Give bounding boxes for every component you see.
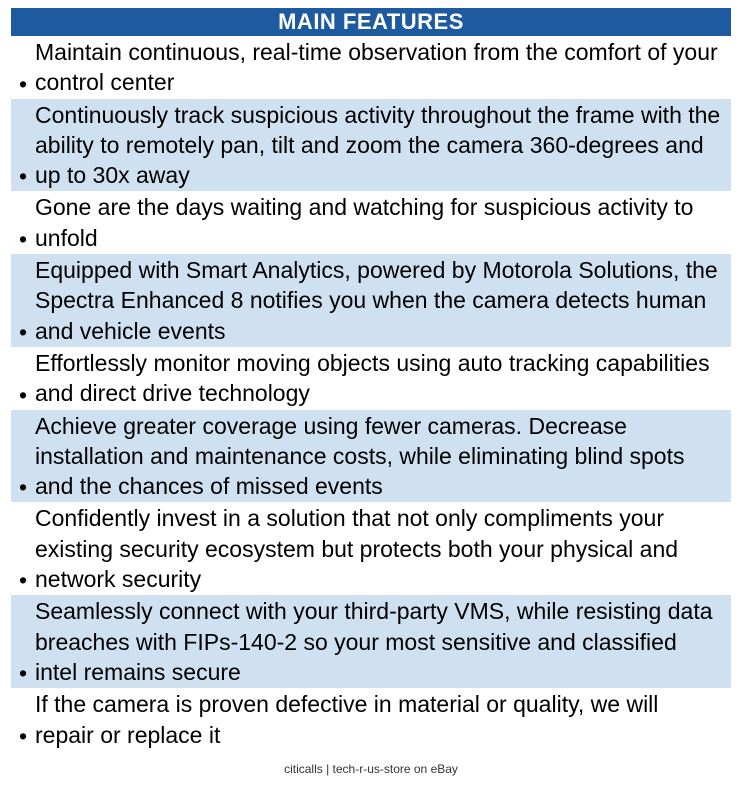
feature-text: Seamlessly connect with your third-party VMS, while resisting data breaches with FIPs-140-2 so your most sensitive and classified intel remains secure [35,598,713,685]
bullet-icon: • [18,70,28,97]
bullet-icon: • [18,381,28,408]
feature-text: Gone are the days waiting and watching for suspicious activity to unfold [35,194,694,251]
bullet-icon: • [18,660,28,687]
feature-row [11,688,731,751]
feature-text: Continuously track suspicious activity throughout the frame with the ability to remotely pan, tilt and zoom the camera 360-degrees and up to 30x away [35,101,721,189]
feature-text: Maintain continuous, real-time observation from the comfort of your control center [35,39,718,96]
bullet-icon: • [18,474,28,501]
feature-row [11,36,731,99]
feature-row [11,502,731,595]
bullet-icon: • [18,722,28,749]
feature-row [11,191,731,254]
bullet-icon: • [18,163,28,190]
feature-row [11,410,731,503]
feature-row [11,99,731,192]
store-footer: citicalls | tech-r-us-store on eBay [284,762,458,776]
features-table [11,8,731,751]
bullet-icon: • [18,226,28,253]
feature-text: Achieve greater coverage using fewer cameras. Decrease installation and maintenance costs, while eliminating blind spots and the chances of missed events [35,412,685,500]
feature-text: Confidently invest in a solution that not only compliments your existing security ecosystem but protects both your physical and network security [35,505,679,593]
main-features-header: MAIN FEATURES [11,8,731,36]
feature-text: If the camera is proven defective in material or quality, we will repair or replace it [35,691,659,748]
feature-row [11,254,731,347]
bullet-icon: • [18,567,28,594]
feature-row [11,595,731,688]
bullet-icon: • [18,318,28,345]
feature-text: Equipped with Smart Analytics, powered by Motorola Solutions, the Spectra Enhanced 8 notifies you when the camera detects human and vehicle events [35,257,718,344]
feature-text: Effortlessly monitor moving objects using auto tracking capabilities and direct drive technology [35,349,710,407]
feature-row [11,347,731,410]
